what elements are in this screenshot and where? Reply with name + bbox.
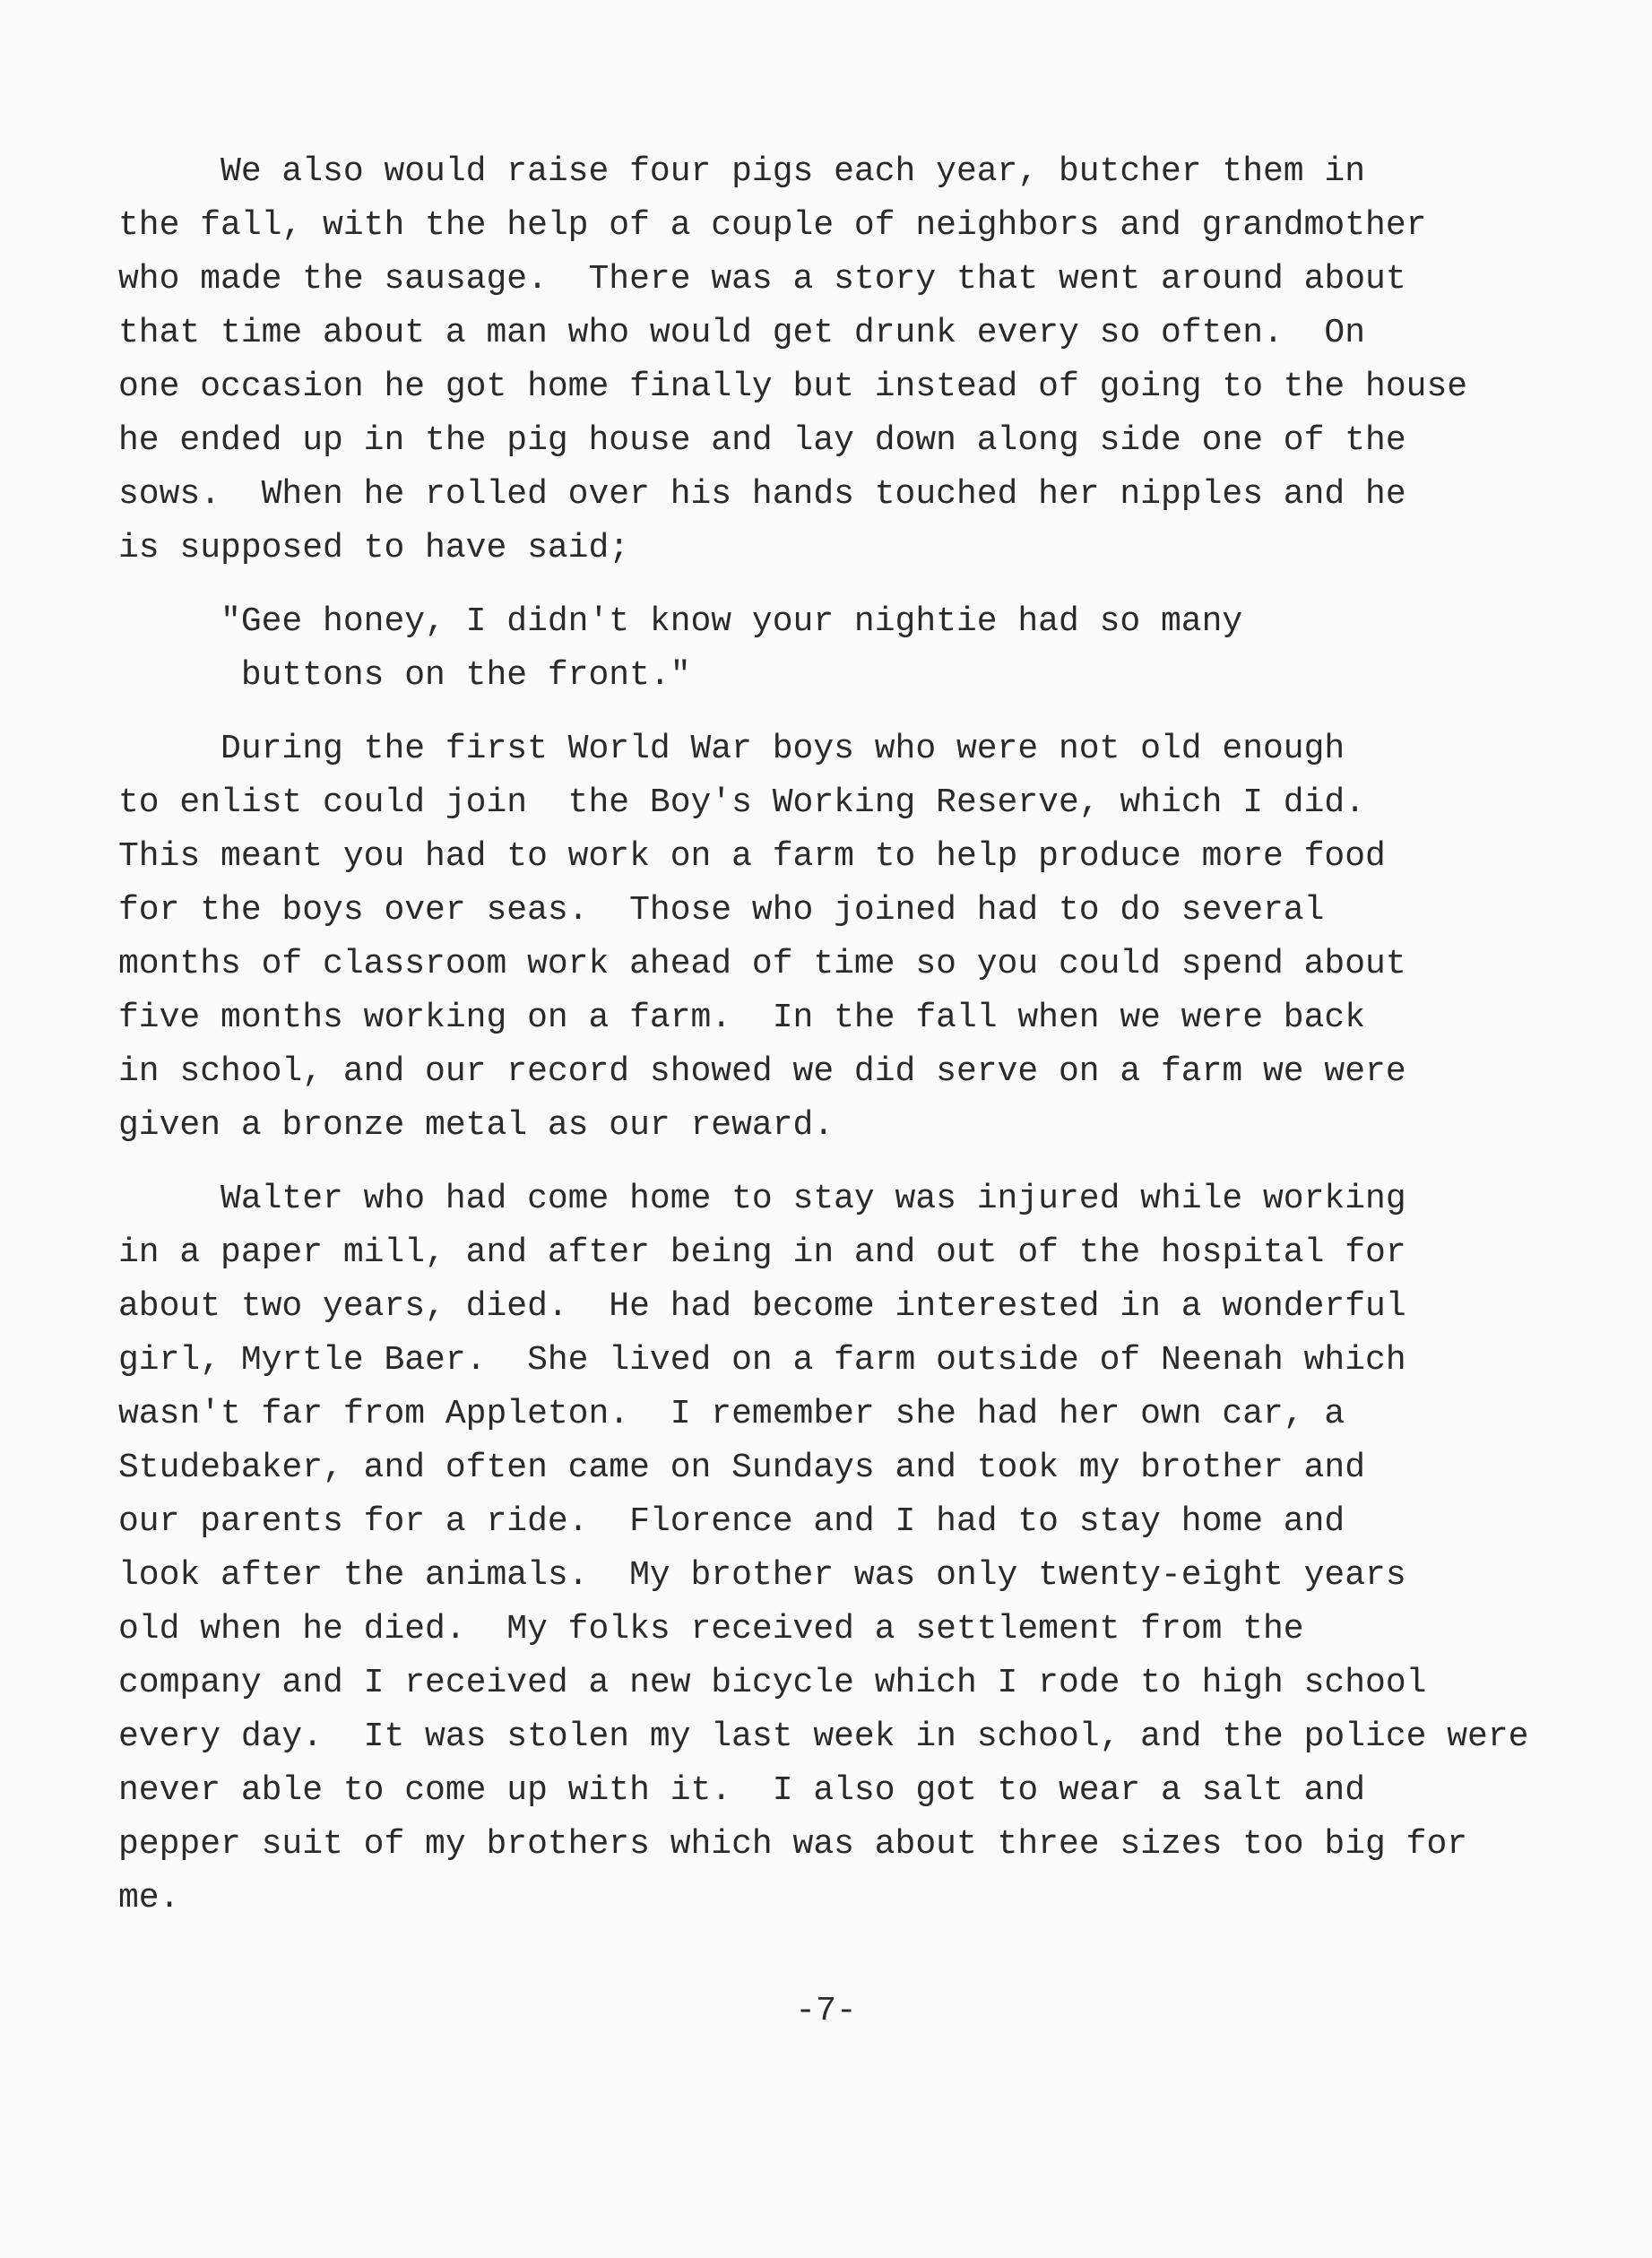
text-line: our parents for a ride. Florence and I had to stay home and [118,1502,1345,1541]
text-line: wasn't far from Appleton. I remember she had her own car, a [118,1395,1345,1433]
paragraph-pigs [118,145,1615,575]
text-line: Walter who had come home to stay was injured while working [118,1180,1406,1218]
quote-line: buttons on the front." [118,656,691,695]
quote-block [118,595,1615,703]
text-line: is supposed to have said; [118,529,630,567]
page-number: -7- [795,1992,857,2030]
text-line: in school, and our record showed we did serve on a farm we were [118,1052,1406,1091]
paragraph-walter [118,1172,1615,1925]
text-line: During the first World War boys who were not old enough [118,730,1345,768]
text-line: that time about a man who would get drunk every so often. On [118,314,1366,352]
text-line: Studebaker, and often came on Sundays and took my brother and [118,1449,1366,1487]
quote-line: "Gee honey, I didn't know your nightie had so many [118,602,1243,641]
text-line: sows. When he rolled over his hands touched her nipples and he [118,475,1406,514]
text-line: given a bronze metal as our reward. [118,1106,835,1145]
text-line: months of classroom work ahead of time so you could spend about [118,945,1406,983]
text-line: me. [118,1879,180,1917]
text-line: look after the animals. My brother was only twenty-eight years [118,1556,1406,1595]
text-line: who made the sausage. There was a story that went around about [118,260,1406,298]
text-line: the fall, with the help of a couple of neighbors and grandmother [118,206,1427,245]
text-line: he ended up in the pig house and lay down along side one of the [118,421,1406,460]
text-line: for the boys over seas. Those who joined had to do several [118,891,1325,930]
text-line: about two years, died. He had become interested in a wonderful [118,1287,1406,1326]
text-line: one occasion he got home finally but instead of going to the house [118,368,1468,406]
text-line: to enlist could join the Boy's Working Reserve, which I did. [118,783,1366,822]
text-line: girl, Myrtle Baer. She lived on a farm outside of Neenah which [118,1341,1406,1380]
spacer [118,703,1615,722]
body-text [118,145,1615,1925]
text-line: This meant you had to work on a farm to help produce more food [118,837,1386,876]
text-line: We also would raise four pigs each year, butcher them in [118,152,1366,191]
text-line: every day. It was stolen my last week in school, and the police were [118,1717,1529,1756]
spacer [118,1153,1615,1172]
text-line: company and I received a new bicycle which I rode to high school [118,1664,1427,1702]
text-line: five months working on a farm. In the fall when we were back [118,999,1366,1037]
text-line: never able to come up with it. I also got to wear a salt and [118,1771,1366,1810]
spacer [118,575,1615,595]
text-line: pepper suit of my brothers which was about three sizes too big for [118,1825,1468,1864]
text-line: old when he died. My folks received a settlement from the [118,1610,1304,1648]
text-line: in a paper mill, and after being in and out of the hospital for [118,1233,1406,1272]
paragraph-world-war [118,722,1615,1153]
